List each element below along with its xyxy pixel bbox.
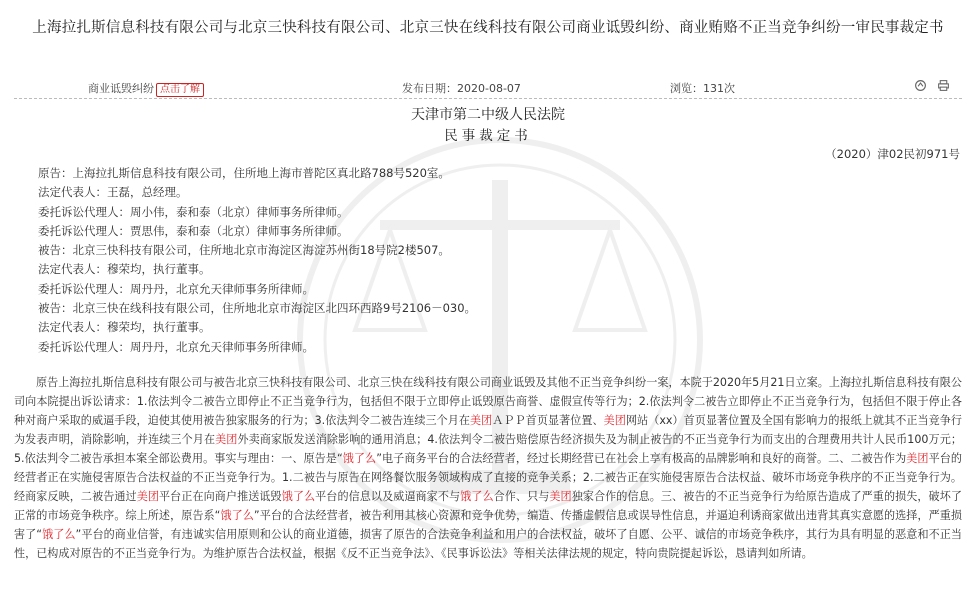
highlighted-term: 美团 xyxy=(603,414,626,427)
body-segment: ”电子商务平台的合法经营者，经过长期经营已在社会上享有极高的品牌影响和良好的商誉。二、二被告作为 xyxy=(376,452,907,465)
publish-date: 发布日期：2020-08-07 xyxy=(402,82,521,95)
highlighted-term: 美团 xyxy=(549,490,572,503)
highlighted-term: 饿了么 xyxy=(281,490,316,503)
party-line: 被告：北京三快科技有限公司，住所地北京市海淀区海淀苏州街18号院2楼507。 xyxy=(38,243,450,258)
body-segment: ＡＰＰ首页显著位置、 xyxy=(492,414,604,427)
document-title: 上海拉扎斯信息科技有限公司与北京三快科技有限公司、北京三快在线科技有限公司商业诋毁纠纷、商业贿赂不正当竞争纠纷一审民事裁定书 xyxy=(32,20,944,36)
party-line: 委托诉讼代理人：周丹丹，北京允天律师事务所律师。 xyxy=(38,281,314,296)
party-line: 委托诉讼代理人：周丹丹，北京允天律师事务所律师。 xyxy=(38,339,314,354)
body-segment: 平台的信息以及威逼商家不与 xyxy=(315,490,461,503)
party-line: 被告：北京三快在线科技有限公司，住所地北京市海淀区北四环西路9号2106－030。 xyxy=(38,301,477,316)
highlighted-term: 美团 xyxy=(470,414,493,427)
view-count: 浏览：131次 xyxy=(670,82,735,95)
document-type: 民事裁定书 xyxy=(444,128,532,144)
highlighted-term: 饿了么 xyxy=(460,490,494,503)
body-segment: ”平台的合法经营者，被告利用其核心资源和竞争优势，编造、传播虚假信息或误导性信息，并逼迫利诱商家做出违背其真实意愿的选择，严重损害了“ xyxy=(14,509,962,541)
case-category-label: 商业诋毁纠纷 xyxy=(88,82,154,95)
parties-list xyxy=(38,164,938,357)
body-segment: 外卖商家版发送消除影响的通用消息；4.依法判令二被告赔偿原告经济损失及为制止被告的不正当竞争行为而支出的合理费用共计人民币100万元；5.依法判令二被告承担本案全部讼费用。事实与理由：一、原告是“ xyxy=(14,433,962,465)
case-category xyxy=(88,80,204,97)
party-line: 法定代表人：穆荣均，执行董事。 xyxy=(38,262,211,277)
judgment-body-text xyxy=(14,373,962,563)
body-segment: 平台正在向商户推送诋毁 xyxy=(159,490,282,503)
body-segment: ”平台的商业信誉，有违诚实信用原则和公认的商业道德，损害了原告的合法竞争利益和用户的合法权益，破坏了自愿、公平、诚信的市场竞争秩序，其行为具有明显的恶意和不正当性，已构成对原告的不正当竞争行为。为维护原告合法权益，根据《反不正当竞争法》、《民事诉讼法》等相关法律法规的规定，特向贵院提起诉讼，恳请判如所请。 xyxy=(14,528,962,560)
body-segment: 网站（xx）首页显著位置及全国有影响力的报纸上就其不正当竞争行为发表声明，消除影响，并连续三个月在 xyxy=(14,414,962,446)
party-line: 委托诉讼代理人：周小伟，泰和泰（北京）律师事务所律师。 xyxy=(38,204,349,219)
case-number: （2020）津02民初971号 xyxy=(825,147,960,161)
highlighted-term: 饿了么 xyxy=(220,509,254,522)
party-line: 委托诉讼代理人：贾思伟，泰和泰（北京）律师事务所律师。 xyxy=(38,223,349,238)
party-line: 法定代表人：王磊，总经理。 xyxy=(38,185,188,200)
body-segment: 平台的经营者正在实施侵害原告合法权益的不正当竞争行为。1.二被告与原告在网络餐饮服务领域构成了直接的竞争关系；2.二被告正在实施侵害原告合法权益、破坏市场竞争秩序的不正当竞争行为。经商家反映，二被告通过 xyxy=(14,452,962,503)
meta-actions xyxy=(908,79,950,96)
highlighted-term: 美团 xyxy=(136,490,159,503)
highlighted-term: 饿了么 xyxy=(342,452,377,465)
divider xyxy=(14,98,962,99)
meta-bar xyxy=(0,80,976,98)
body-segment: 独家合作的信息。三、被告的不正当竞争行为给原告造成了严重的损失，破坏了正常的市场竞争秩序。综上所述，原告系“ xyxy=(14,490,962,522)
party-line: 原告：上海拉扎斯信息科技有限公司，住所地上海市普陀区真北路788号520室。 xyxy=(38,166,450,180)
print-icon[interactable] xyxy=(937,81,950,96)
highlighted-term: 饿了么 xyxy=(42,528,76,541)
highlighted-term: 美团 xyxy=(906,452,929,465)
party-line: 法定代表人：穆荣均，执行董事。 xyxy=(38,320,211,335)
court-name: 天津市第二中级人民法院 xyxy=(411,107,565,123)
learn-more-link[interactable]: 点击了解 xyxy=(156,83,204,97)
highlighted-term: 美团 xyxy=(215,433,238,446)
body-segment: 合作、只与 xyxy=(493,490,550,503)
share-icon[interactable] xyxy=(914,81,931,96)
body-segment: 原告上海拉扎斯信息科技有限公司与被告北京三快科技有限公司、北京三快在线科技有限公司商业诋毁及其他不正当竞争纠纷一案，本院于2020年5月21日立案。上海拉扎斯信息科技有限公司向本院提出诉讼请求：1.依法判令二被告立即停止不正当竞争行为，包括但不限于立即停止诋毁原告商誉、虚假宣传等行为；2.依法判令二被告立即停止不正当竞争行为，包括但不限于停止各种对商户采取的威逼手段，迫使其使用被告独家服务的行为；3.依法判令二被告连续三个月在 xyxy=(14,376,962,427)
